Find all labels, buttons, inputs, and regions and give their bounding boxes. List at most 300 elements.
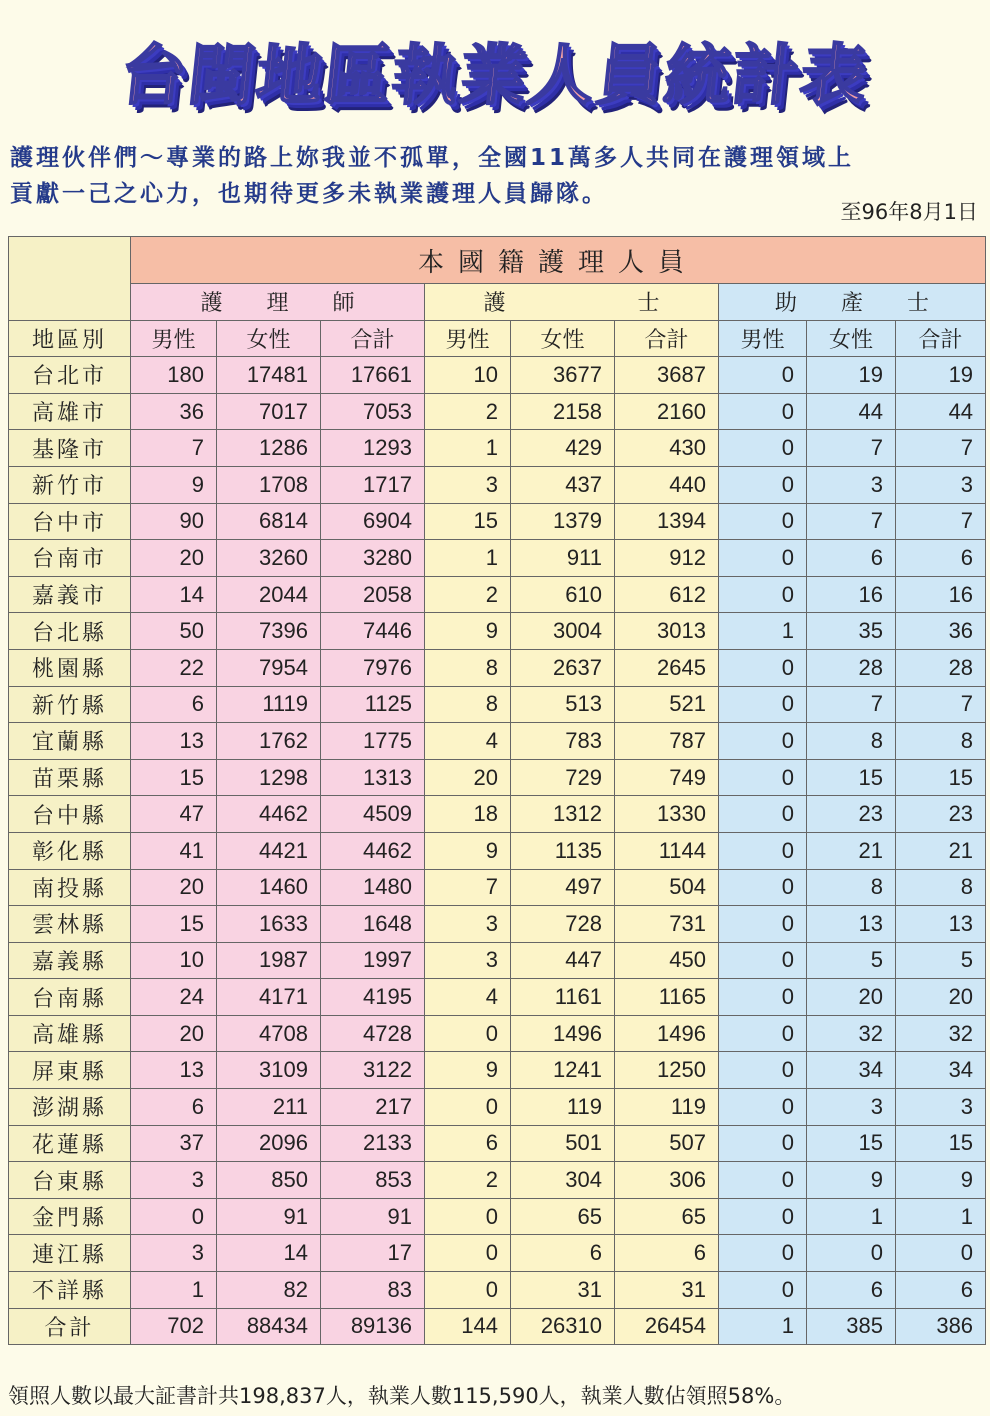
- value-cell: 3: [131, 1162, 217, 1199]
- region-cell: 南投縣: [9, 869, 131, 906]
- value-cell: 850: [217, 1162, 321, 1199]
- value-cell: 610: [511, 576, 615, 613]
- region-cell: 不詳縣: [9, 1272, 131, 1309]
- value-cell: 211: [217, 1089, 321, 1126]
- region-cell: 花蓮縣: [9, 1125, 131, 1162]
- table-row: [9, 869, 986, 906]
- value-cell: 32: [807, 1015, 896, 1052]
- value-cell: 28: [807, 649, 896, 686]
- table-row: [9, 1052, 986, 1089]
- sub-header: 男性: [425, 320, 511, 357]
- region-cell: 金門縣: [9, 1198, 131, 1235]
- region-cell: 台北市: [9, 357, 131, 394]
- value-cell: 20: [896, 979, 986, 1016]
- value-cell: 13: [131, 1052, 217, 1089]
- table-row: [9, 540, 986, 577]
- value-cell: 1: [131, 1272, 217, 1309]
- value-cell: 450: [615, 942, 719, 979]
- value-cell: 20: [425, 759, 511, 796]
- value-cell: 6: [896, 540, 986, 577]
- value-cell: 430: [615, 430, 719, 467]
- sub-header: 女性: [511, 320, 615, 357]
- value-cell: 31: [615, 1272, 719, 1309]
- value-cell: 13: [896, 906, 986, 943]
- intro-text: [10, 140, 985, 212]
- value-cell: 37: [131, 1125, 217, 1162]
- value-cell: 7: [896, 686, 986, 723]
- value-cell: 853: [321, 1162, 425, 1199]
- value-cell: 1144: [615, 832, 719, 869]
- value-cell: 429: [511, 430, 615, 467]
- region-cell: 高雄縣: [9, 1015, 131, 1052]
- value-cell: 4708: [217, 1015, 321, 1052]
- value-cell: 0: [719, 942, 807, 979]
- value-cell: 1135: [511, 832, 615, 869]
- intro-line-2: 貢獻一己之心力，也期待更多未執業護理人員歸隊。: [10, 181, 608, 207]
- sub-header: 女性: [217, 320, 321, 357]
- value-cell: 1: [425, 540, 511, 577]
- value-cell: 6904: [321, 503, 425, 540]
- value-cell: 15: [807, 1125, 896, 1162]
- value-cell: 13: [131, 723, 217, 760]
- value-cell: 15: [807, 759, 896, 796]
- value-cell: 36: [131, 393, 217, 430]
- value-cell: 83: [321, 1272, 425, 1309]
- table-row: [9, 1089, 986, 1126]
- value-cell: 612: [615, 576, 719, 613]
- value-cell: 0: [719, 686, 807, 723]
- value-cell: 7: [425, 869, 511, 906]
- value-cell: 119: [511, 1089, 615, 1126]
- value-cell: 15: [425, 503, 511, 540]
- value-cell: 21: [896, 832, 986, 869]
- value-cell: 504: [615, 869, 719, 906]
- value-cell: 0: [425, 1015, 511, 1052]
- value-cell: 34: [807, 1052, 896, 1089]
- value-cell: 91: [321, 1198, 425, 1235]
- value-cell: 91: [217, 1198, 321, 1235]
- table-row: [9, 649, 986, 686]
- value-cell: 119: [615, 1089, 719, 1126]
- value-cell: 7446: [321, 613, 425, 650]
- value-cell: 0: [719, 723, 807, 760]
- value-cell: 1250: [615, 1052, 719, 1089]
- value-cell: 36: [896, 613, 986, 650]
- value-cell: 26454: [615, 1308, 719, 1345]
- value-cell: 2058: [321, 576, 425, 613]
- value-cell: 0: [719, 576, 807, 613]
- value-cell: 749: [615, 759, 719, 796]
- value-cell: 0: [131, 1198, 217, 1235]
- value-cell: 728: [511, 906, 615, 943]
- group-header-midwife: 助 產 士: [719, 284, 986, 321]
- value-cell: 2637: [511, 649, 615, 686]
- value-cell: 0: [425, 1089, 511, 1126]
- value-cell: 17481: [217, 357, 321, 394]
- table-row: [9, 503, 986, 540]
- value-cell: 14: [217, 1235, 321, 1272]
- table-row: [9, 1015, 986, 1052]
- region-cell: 嘉義縣: [9, 942, 131, 979]
- value-cell: 1: [896, 1198, 986, 1235]
- value-cell: 31: [511, 1272, 615, 1309]
- value-cell: 19: [807, 357, 896, 394]
- value-cell: 2133: [321, 1125, 425, 1162]
- value-cell: 9: [425, 613, 511, 650]
- value-cell: 7396: [217, 613, 321, 650]
- value-cell: 34: [896, 1052, 986, 1089]
- value-cell: 1330: [615, 796, 719, 833]
- region-cell: 雲林縣: [9, 906, 131, 943]
- value-cell: 0: [719, 393, 807, 430]
- value-cell: 9: [425, 832, 511, 869]
- value-cell: 15: [896, 759, 986, 796]
- group-header-nurse: 護 士: [425, 284, 719, 321]
- value-cell: 7: [896, 503, 986, 540]
- value-cell: 4509: [321, 796, 425, 833]
- value-cell: 3: [131, 1235, 217, 1272]
- value-cell: 9: [131, 466, 217, 503]
- value-cell: 1496: [615, 1015, 719, 1052]
- table-row: [9, 430, 986, 467]
- value-cell: 0: [719, 357, 807, 394]
- value-cell: 23: [807, 796, 896, 833]
- value-cell: 3122: [321, 1052, 425, 1089]
- value-cell: 1165: [615, 979, 719, 1016]
- value-cell: 3: [896, 466, 986, 503]
- value-cell: 16: [896, 576, 986, 613]
- region-cell: 台中市: [9, 503, 131, 540]
- value-cell: 32: [896, 1015, 986, 1052]
- value-cell: 90: [131, 503, 217, 540]
- value-cell: 24: [131, 979, 217, 1016]
- value-cell: 1775: [321, 723, 425, 760]
- value-cell: 513: [511, 686, 615, 723]
- value-cell: 20: [807, 979, 896, 1016]
- value-cell: 5: [807, 942, 896, 979]
- value-cell: 8: [896, 869, 986, 906]
- value-cell: 15: [896, 1125, 986, 1162]
- value-cell: 3677: [511, 357, 615, 394]
- value-cell: 144: [425, 1308, 511, 1345]
- value-cell: 6: [131, 1089, 217, 1126]
- table-row: [9, 1272, 986, 1309]
- value-cell: 0: [719, 540, 807, 577]
- region-cell: 連江縣: [9, 1235, 131, 1272]
- value-cell: 47: [131, 796, 217, 833]
- value-cell: 7954: [217, 649, 321, 686]
- value-cell: 7: [807, 503, 896, 540]
- value-cell: 2158: [511, 393, 615, 430]
- value-cell: 6: [511, 1235, 615, 1272]
- value-cell: 0: [719, 503, 807, 540]
- region-cell: 嘉義市: [9, 576, 131, 613]
- value-cell: 9: [896, 1162, 986, 1199]
- value-cell: 6: [807, 540, 896, 577]
- value-cell: 2: [425, 393, 511, 430]
- region-cell: 澎湖縣: [9, 1089, 131, 1126]
- value-cell: 702: [131, 1308, 217, 1345]
- value-cell: 2: [425, 1162, 511, 1199]
- value-cell: 1633: [217, 906, 321, 943]
- value-cell: 9: [807, 1162, 896, 1199]
- table-body: [9, 357, 986, 1345]
- region-cell: 苗栗縣: [9, 759, 131, 796]
- value-cell: 6: [807, 1272, 896, 1309]
- table-corner: [9, 237, 131, 321]
- value-cell: 50: [131, 613, 217, 650]
- value-cell: 507: [615, 1125, 719, 1162]
- value-cell: 0: [807, 1235, 896, 1272]
- value-cell: 8: [896, 723, 986, 760]
- table-row: [9, 906, 986, 943]
- value-cell: 8: [425, 686, 511, 723]
- value-cell: 8: [425, 649, 511, 686]
- value-cell: 911: [511, 540, 615, 577]
- value-cell: 1: [807, 1198, 896, 1235]
- value-cell: 304: [511, 1162, 615, 1199]
- value-cell: 7: [807, 686, 896, 723]
- value-cell: 18: [425, 796, 511, 833]
- value-cell: 1293: [321, 430, 425, 467]
- as-of-date: 至96年8月1日: [840, 200, 978, 224]
- value-cell: 2044: [217, 576, 321, 613]
- table-row: [9, 759, 986, 796]
- value-cell: 20: [131, 540, 217, 577]
- value-cell: 3: [896, 1089, 986, 1126]
- value-cell: 6: [615, 1235, 719, 1272]
- value-cell: 7: [807, 430, 896, 467]
- table-row: [9, 466, 986, 503]
- region-cell: 高雄市: [9, 393, 131, 430]
- value-cell: 9: [425, 1052, 511, 1089]
- value-cell: 10: [425, 357, 511, 394]
- region-cell: 台南縣: [9, 979, 131, 1016]
- region-cell: 台中縣: [9, 796, 131, 833]
- value-cell: 20: [131, 869, 217, 906]
- value-cell: 65: [615, 1198, 719, 1235]
- value-cell: 0: [896, 1235, 986, 1272]
- value-cell: 7: [131, 430, 217, 467]
- value-cell: 437: [511, 466, 615, 503]
- value-cell: 17661: [321, 357, 425, 394]
- value-cell: 1648: [321, 906, 425, 943]
- value-cell: 4195: [321, 979, 425, 1016]
- intro-line-1: 護理伙伴們～專業的路上妳我並不孤單，全國11萬多人共同在護理領域上: [10, 145, 855, 171]
- value-cell: 0: [719, 1125, 807, 1162]
- value-cell: 44: [807, 393, 896, 430]
- region-cell: 台北縣: [9, 613, 131, 650]
- value-cell: 2645: [615, 649, 719, 686]
- value-cell: 2096: [217, 1125, 321, 1162]
- sub-header: 男性: [131, 320, 217, 357]
- value-cell: 385: [807, 1308, 896, 1345]
- value-cell: 0: [719, 1015, 807, 1052]
- value-cell: 731: [615, 906, 719, 943]
- value-cell: 501: [511, 1125, 615, 1162]
- value-cell: 1161: [511, 979, 615, 1016]
- total-row: [9, 1308, 986, 1345]
- value-cell: 19: [896, 357, 986, 394]
- value-cell: 0: [425, 1235, 511, 1272]
- value-cell: 1394: [615, 503, 719, 540]
- table-row: [9, 1162, 986, 1199]
- sub-header: 女性: [807, 320, 896, 357]
- value-cell: 386: [896, 1308, 986, 1345]
- value-cell: 0: [719, 1089, 807, 1126]
- value-cell: 787: [615, 723, 719, 760]
- statistics-table: [8, 236, 986, 1345]
- value-cell: 497: [511, 869, 615, 906]
- value-cell: 15: [131, 759, 217, 796]
- value-cell: 0: [425, 1198, 511, 1235]
- value-cell: 1480: [321, 869, 425, 906]
- value-cell: 65: [511, 1198, 615, 1235]
- value-cell: 0: [719, 906, 807, 943]
- value-cell: 3687: [615, 357, 719, 394]
- value-cell: 16: [807, 576, 896, 613]
- region-cell: 基隆市: [9, 430, 131, 467]
- value-cell: 521: [615, 686, 719, 723]
- group-header-nurse-practitioner: 護 理 師: [131, 284, 425, 321]
- value-cell: 0: [719, 869, 807, 906]
- value-cell: 1762: [217, 723, 321, 760]
- value-cell: 3013: [615, 613, 719, 650]
- value-cell: 13: [807, 906, 896, 943]
- table-row: [9, 686, 986, 723]
- value-cell: 1496: [511, 1015, 615, 1052]
- value-cell: 15: [131, 906, 217, 943]
- value-cell: 0: [719, 430, 807, 467]
- value-cell: 729: [511, 759, 615, 796]
- value-cell: 28: [896, 649, 986, 686]
- value-cell: 21: [807, 832, 896, 869]
- value-cell: 23: [896, 796, 986, 833]
- value-cell: 1125: [321, 686, 425, 723]
- table-row: [9, 393, 986, 430]
- table-row: [9, 832, 986, 869]
- value-cell: 6: [896, 1272, 986, 1309]
- table-row: [9, 1198, 986, 1235]
- value-cell: 89136: [321, 1308, 425, 1345]
- value-cell: 22: [131, 649, 217, 686]
- value-cell: 1708: [217, 466, 321, 503]
- value-cell: 0: [425, 1272, 511, 1309]
- value-cell: 1119: [217, 686, 321, 723]
- value-cell: 0: [719, 1052, 807, 1089]
- value-cell: 440: [615, 466, 719, 503]
- sub-header: 合計: [896, 320, 986, 357]
- table-row: [9, 357, 986, 394]
- table-row: [9, 1235, 986, 1272]
- table-row: [9, 796, 986, 833]
- value-cell: 0: [719, 796, 807, 833]
- value-cell: 2: [425, 576, 511, 613]
- value-cell: 3: [807, 466, 896, 503]
- value-cell: 1997: [321, 942, 425, 979]
- region-cell: 新竹市: [9, 466, 131, 503]
- value-cell: 41: [131, 832, 217, 869]
- value-cell: 1286: [217, 430, 321, 467]
- value-cell: 0: [719, 1235, 807, 1272]
- value-cell: 26310: [511, 1308, 615, 1345]
- page-title: 台閩地區執業人員統計表: [116, 37, 873, 114]
- table-row: [9, 576, 986, 613]
- value-cell: 4728: [321, 1015, 425, 1052]
- value-cell: 7017: [217, 393, 321, 430]
- value-cell: 0: [719, 1272, 807, 1309]
- value-cell: 1717: [321, 466, 425, 503]
- region-cell: 台東縣: [9, 1162, 131, 1199]
- value-cell: 0: [719, 1198, 807, 1235]
- top-header: 本國籍護理人員: [131, 237, 986, 284]
- value-cell: 3004: [511, 613, 615, 650]
- value-cell: 217: [321, 1089, 425, 1126]
- value-cell: 180: [131, 357, 217, 394]
- value-cell: 4: [425, 979, 511, 1016]
- value-cell: 7: [896, 430, 986, 467]
- value-cell: 1987: [217, 942, 321, 979]
- table-row: [9, 979, 986, 1016]
- value-cell: 0: [719, 649, 807, 686]
- value-cell: 6814: [217, 503, 321, 540]
- value-cell: 35: [807, 613, 896, 650]
- value-cell: 1312: [511, 796, 615, 833]
- value-cell: 8: [807, 723, 896, 760]
- value-cell: 1298: [217, 759, 321, 796]
- value-cell: 6: [425, 1125, 511, 1162]
- table-row: [9, 942, 986, 979]
- sub-header: 合計: [321, 320, 425, 357]
- region-cell: 彰化縣: [9, 832, 131, 869]
- region-cell: 台南市: [9, 540, 131, 577]
- value-cell: 10: [131, 942, 217, 979]
- table-row: [9, 1125, 986, 1162]
- value-cell: 783: [511, 723, 615, 760]
- value-cell: 4462: [217, 796, 321, 833]
- value-cell: 4462: [321, 832, 425, 869]
- value-cell: 912: [615, 540, 719, 577]
- value-cell: 1: [719, 613, 807, 650]
- value-cell: 20: [131, 1015, 217, 1052]
- value-cell: 0: [719, 759, 807, 796]
- table-row: [9, 723, 986, 760]
- value-cell: 1: [425, 430, 511, 467]
- value-cell: 0: [719, 832, 807, 869]
- value-cell: 7053: [321, 393, 425, 430]
- value-cell: 4421: [217, 832, 321, 869]
- footer-note: 領照人數以最大証書計共198,837人，執業人數115,590人，執業人數佔領照58%。: [8, 1384, 796, 1408]
- region-cell: 合計: [9, 1308, 131, 1345]
- value-cell: 0: [719, 1162, 807, 1199]
- value-cell: 3280: [321, 540, 425, 577]
- sub-header: 男性: [719, 320, 807, 357]
- value-cell: 0: [719, 466, 807, 503]
- value-cell: 3: [425, 466, 511, 503]
- value-cell: 1: [719, 1308, 807, 1345]
- value-cell: 82: [217, 1272, 321, 1309]
- table-row: [9, 613, 986, 650]
- region-header: 地區別: [9, 320, 131, 357]
- value-cell: 1241: [511, 1052, 615, 1089]
- region-cell: 屏東縣: [9, 1052, 131, 1089]
- region-cell: 桃園縣: [9, 649, 131, 686]
- value-cell: 14: [131, 576, 217, 613]
- region-cell: 新竹縣: [9, 686, 131, 723]
- value-cell: 17: [321, 1235, 425, 1272]
- value-cell: 44: [896, 393, 986, 430]
- value-cell: 3: [425, 942, 511, 979]
